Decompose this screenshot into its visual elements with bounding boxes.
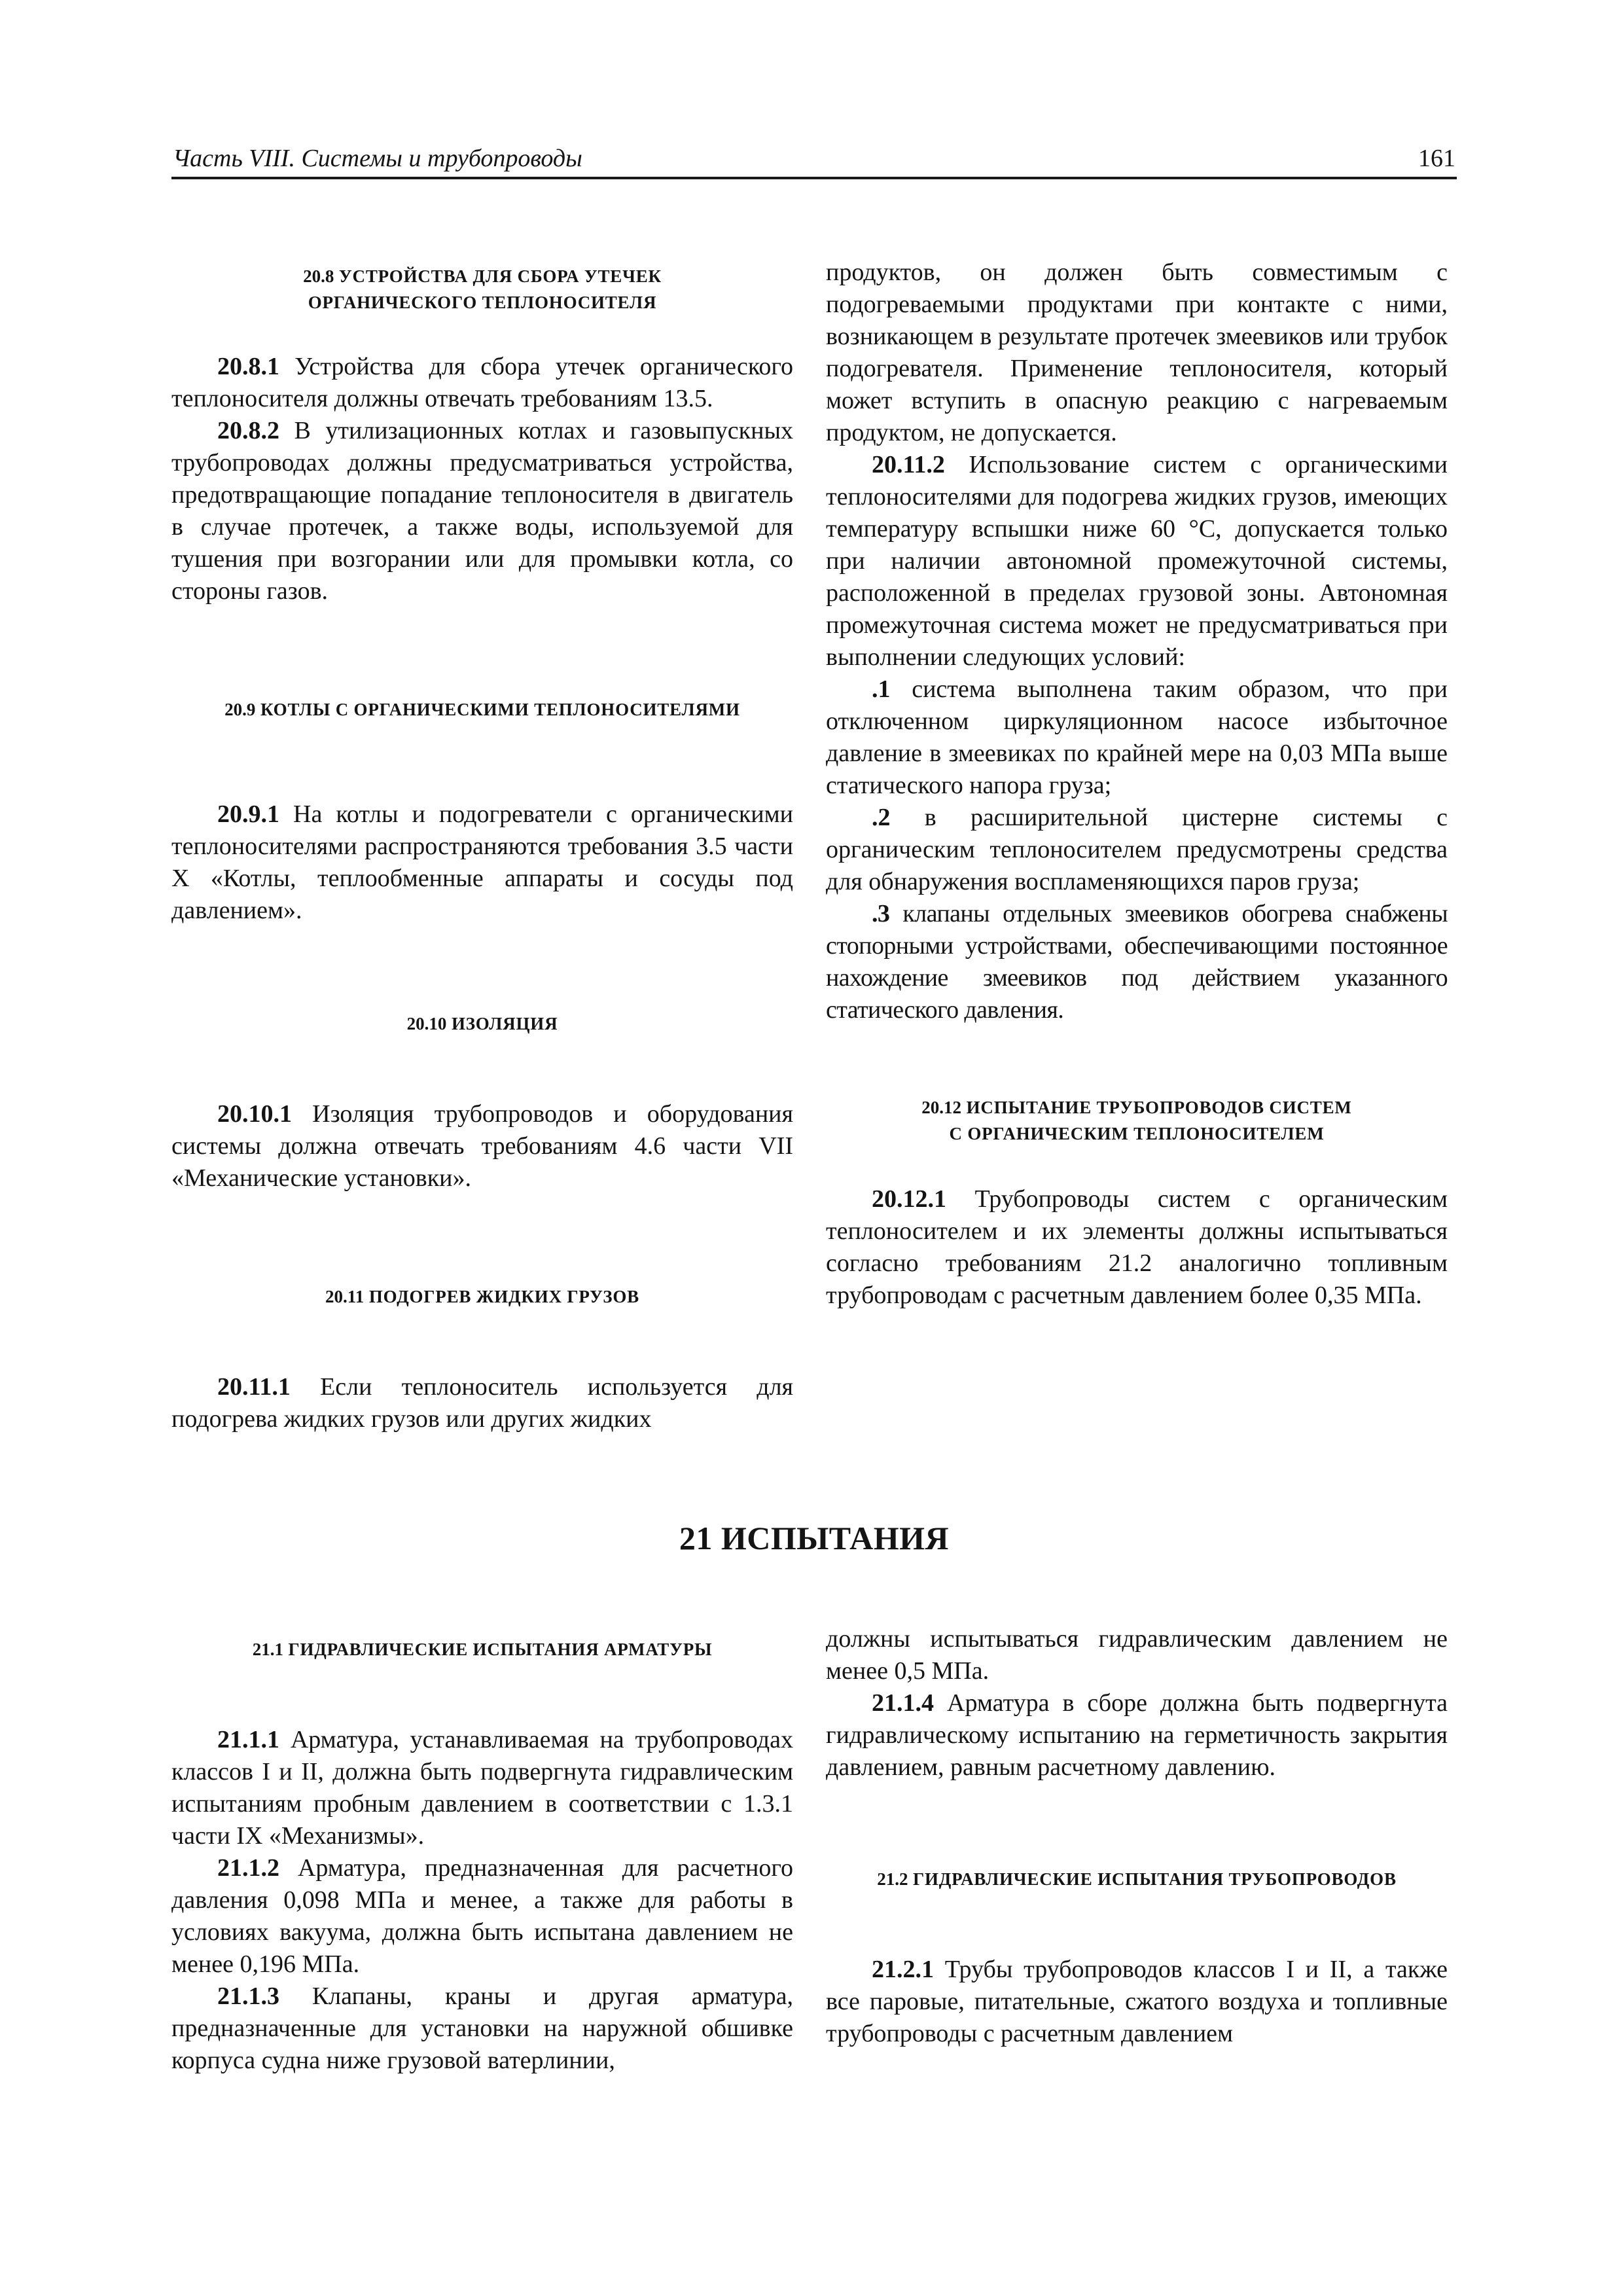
- section-heading-text: КОТЛЫ С ОРГАНИЧЕСКИМИ ТЕПЛОНОСИТЕЛЯМИ: [260, 700, 740, 719]
- right-column-upper: [826, 257, 1448, 1312]
- list-item-text: в расширительной цистерне системы с органическим теплоносителем предусмотрены средства для обнаружения воспламеняющихся паров груза;: [826, 804, 1448, 895]
- clause-number: 21.1.2: [217, 1854, 279, 1882]
- section-heading-20-11: [171, 1283, 793, 1310]
- clause-number: 20.10.1: [217, 1100, 292, 1128]
- section-heading-20-8: [171, 263, 793, 315]
- clause-text: Арматура в сборе должна быть подвергнута гидравлическому испытанию на герметичность закрытия давлением, равным расчетному давлению.: [826, 1689, 1448, 1781]
- clause-text: Трубопроводы систем с органическим теплоносителем и их элементы должны испытываться согласно требованиям 21.2 аналогично топливным трубопроводам с расчетным давлением более 0,35 МПа.: [826, 1185, 1448, 1309]
- section-number: 20.8: [303, 266, 334, 286]
- paragraph-20-11-1-start: [171, 1371, 793, 1435]
- list-item-text: клапаны отдельных змеевиков обогрева снабжены стопорными устройствами, обеспечивающими постоянное нахождение змеевиков под действием указанного статического давления.: [826, 900, 1448, 1024]
- paragraph-21-2-1: [826, 1954, 1448, 2050]
- section-heading-line: ОРГАНИЧЕСКОГО ТЕПЛОНОСИТЕЛЯ: [308, 293, 657, 312]
- paragraph-21-1-2: [171, 1852, 793, 1981]
- left-column-upper: [171, 263, 793, 1435]
- section-heading-text: ПОДОГРЕВ ЖИДКИХ ГРУЗОВ: [368, 1287, 639, 1306]
- clause-number: 20.9.1: [217, 800, 279, 828]
- paragraph-20-10-1: [171, 1098, 793, 1194]
- list-item-text: система выполнена таким образом, что при отключенном циркуляционном насосе избыточное давление в змеевиках по крайней мере на 0,03 МПа выше статического напора груза;: [826, 675, 1448, 799]
- clause-text: Изоляция трубопроводов и оборудования системы должна отвечать требованиям 4.6 части VII «Механические установки».: [171, 1100, 793, 1192]
- clause-number: 21.1.4: [872, 1689, 934, 1717]
- paragraph-20-11-2: [826, 449, 1448, 673]
- clause-text: В утилизационных котлах и газовыпускных трубопроводах должны предусматриваться устройства, предотвращающие попадание теплоносителя в двигатель в случае протечек, а также воды, используемой для тушения при возгорании или для промывки котла, со стороны газов.: [171, 417, 793, 605]
- paragraph-21-1-4: [826, 1687, 1448, 1784]
- clause-text: На котлы и подогреватели с органическими теплоносителями распространяются требования 3.5 части X «Котлы, теплообменные аппараты и сосуды под давлением».: [171, 800, 793, 924]
- section-heading-text: ГИДРАВЛИЧЕСКИЕ ИСПЫТАНИЯ ТРУБОПРОВОДОВ: [913, 1869, 1397, 1889]
- section-heading-line: [826, 1094, 1448, 1121]
- section-number: 20.9: [224, 700, 256, 719]
- paragraph-20-8-2: [171, 415, 793, 607]
- paragraph-20-9-1: [171, 798, 793, 927]
- clause-text: Если теплоноситель используется для подогрева жидких грузов или других жидких: [171, 1373, 794, 1433]
- paragraph-20-8-1: [171, 351, 793, 415]
- clause-number: 20.8.2: [217, 417, 279, 444]
- section-heading-20-9: [171, 696, 793, 723]
- left-column-lower: [171, 1636, 793, 2077]
- section-heading-20-10: [171, 1011, 793, 1037]
- clause-text: Трубы трубопроводов классов I и II, а также все паровые, питательные, сжатого воздуха и топливные трубопроводы с расчетным давлением: [826, 1956, 1448, 2047]
- list-item-number: .2: [872, 804, 891, 831]
- section-number: 20.10: [406, 1014, 447, 1033]
- paragraph-20-11-1-continued: продуктов, он должен быть совместимым с подогреваемыми продуктами при контакте с ними, возникающем в результате протечек змеевиков или трубок подогревателя. Применение теплоносителя, который может вступить в опасную реакцию с нагреваемым продуктом, не допускается.: [826, 259, 1448, 446]
- page-number: 161: [1418, 145, 1455, 172]
- section-number: 21.2: [877, 1869, 908, 1889]
- clause-number: 21.1.3: [217, 1982, 279, 2010]
- chapter-title: 21 ИСПЫТАНИЯ: [679, 1520, 950, 1556]
- clause-number: 21.2.1: [872, 1956, 934, 1983]
- section-heading-20-12: [826, 1094, 1448, 1147]
- section-heading-text: ГИДРАВЛИЧЕСКИЕ ИСПЫТАНИЯ АРМАТУРЫ: [288, 1640, 713, 1659]
- section-number: 20.12: [921, 1098, 962, 1117]
- paragraph-21-1-3-start: [171, 1981, 793, 2077]
- list-item-3: [826, 898, 1448, 1026]
- clause-text: Использование систем с органическими теплоносителями для подогрева жидких грузов, имеющих температуру вспышки ниже 60 °C, допускается только при наличии автономной промежуточной системы, расположенной в пределах грузовой зоны. Автономная промежуточная система может не предусматриваться при выполнении следующих условий:: [826, 451, 1448, 671]
- section-heading-line: [171, 263, 793, 289]
- paragraph-21-1-3-continued: должны испытываться гидравлическим давлением не менее 0,5 МПа.: [826, 1625, 1448, 1685]
- clause-number: 20.8.1: [217, 353, 279, 380]
- section-heading-21-1: [171, 1636, 793, 1662]
- clause-number: 20.11.1: [217, 1373, 291, 1401]
- list-item-number: .3: [872, 900, 890, 927]
- right-column-lower: [826, 1623, 1448, 2050]
- clause-number: 20.11.2: [872, 451, 945, 478]
- paragraph-21-1-1: [171, 1724, 793, 1852]
- clause-number: 21.1.1: [217, 1726, 279, 1753]
- section-number: 21.1: [252, 1640, 283, 1659]
- section-heading-text: УСТРОЙСТВА ДЛЯ СБОРА УТЕЧЕК: [338, 266, 662, 286]
- list-item-1: [826, 673, 1448, 802]
- clause-text: Устройства для сбора утечек органического теплоносителя должны отвечать требованиям 13.5.: [171, 353, 794, 412]
- section-heading-21-2: [826, 1866, 1448, 1892]
- section-heading-text: ИСПЫТАНИЕ ТРУБОПРОВОДОВ СИСТЕМ: [966, 1098, 1352, 1117]
- clause-text: Клапаны, краны и другая арматура, предназначенные для установки на наружной обшивке корпуса судна ниже грузовой ватерлинии,: [171, 1982, 793, 2074]
- section-heading-text: ИЗОЛЯЦИЯ: [451, 1014, 558, 1033]
- header-title: Часть VIII. Системы и трубопроводы: [173, 145, 582, 172]
- page-header: [171, 143, 1457, 179]
- paragraph-20-12-1: [826, 1183, 1448, 1312]
- clause-text: Арматура, устанавливаемая на трубопроводах классов I и II, должна быть подвергнута гидравлическим испытаниям пробным давлением в соответствии с 1.3.1 части IX «Механизмы».: [171, 1726, 794, 1850]
- section-heading-line: С ОРГАНИЧЕСКИМ ТЕПЛОНОСИТЕЛЕМ: [949, 1124, 1325, 1143]
- clause-text: Арматура, предназначенная для расчетного давления 0,098 МПа и менее, а также для работы в условиях вакуума, должна быть испытана давлением не менее 0,196 МПа.: [171, 1854, 793, 1978]
- clause-number: 20.12.1: [872, 1185, 946, 1213]
- list-item-number: .1: [872, 675, 891, 703]
- section-number: 20.11: [325, 1287, 365, 1306]
- list-item-2: [826, 802, 1448, 898]
